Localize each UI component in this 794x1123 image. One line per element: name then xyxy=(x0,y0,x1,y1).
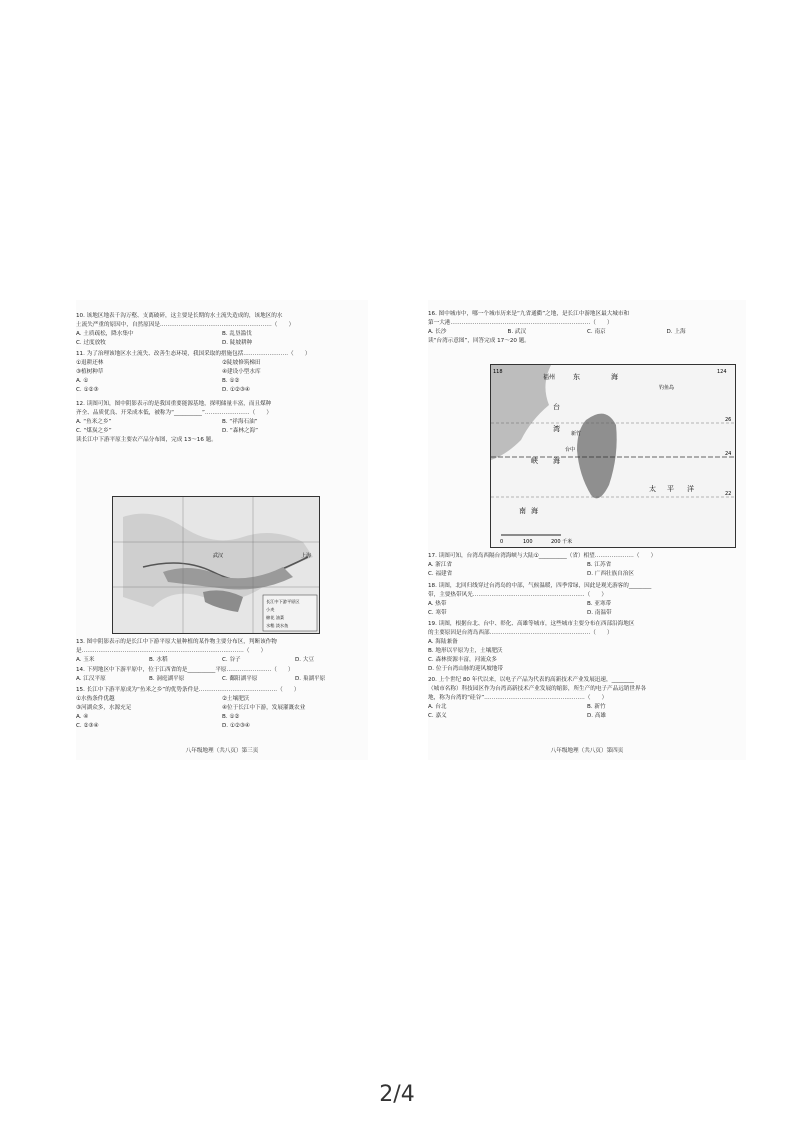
scale-200: 200 千米 xyxy=(551,539,573,545)
q17-option-c[interactable]: C. 福建省 xyxy=(428,571,453,577)
right-page xyxy=(428,300,746,760)
q19-stem-line2: 的主要原因是台湾岛西部………………………………………………（ ） xyxy=(428,630,613,636)
strait-label-hai: 海 xyxy=(553,457,560,465)
legend-item-4: 水稻 淡水鱼 xyxy=(266,623,289,628)
lon-label-124: 124 xyxy=(717,369,727,375)
q13-option-d[interactable]: D. 大豆 xyxy=(295,657,315,663)
question-15 xyxy=(76,686,368,731)
q20-stem-line2: （城市名称）科技园区作为台湾高新技术产业发展的缩影，所生产的电子产品远销世界各 xyxy=(428,686,647,692)
q19-option-d[interactable]: D. 位于台湾山脉的迎风坡地带 xyxy=(428,666,503,672)
q11-option-a[interactable]: A. ① xyxy=(76,378,89,384)
q11-item-2: ②陡坡修筑梯田 xyxy=(222,360,261,366)
q15-item-1: ①水热条件优越 xyxy=(76,696,115,702)
q10-option-d[interactable]: D. 陡坡耕种 xyxy=(222,340,253,346)
q16-option-d[interactable]: D. 上海 xyxy=(666,329,686,335)
q15-item-3: ③河湖众多，水源充足 xyxy=(76,705,132,711)
q20-stem-line3: 地，称为台湾的“硅谷”………………………………………………（ ） xyxy=(428,695,608,701)
q16-option-c[interactable]: C. 南京 xyxy=(587,329,606,335)
lon-label-118: 118 xyxy=(493,369,503,375)
q11-option-d[interactable]: D. ①②③④ xyxy=(222,387,250,393)
q10-stem-line1: 10. 该地区地表千沟万壑、支离破碎，这主要是长期的水土流失造成的，该地区的水 xyxy=(76,313,283,319)
q18-option-d[interactable]: D. 南温带 xyxy=(587,610,612,616)
question-14 xyxy=(76,666,368,684)
q12-option-c[interactable]: C. “煤炭之乡” xyxy=(76,428,112,434)
page-indicator: 2/4 xyxy=(379,1082,415,1107)
question-12 xyxy=(76,400,368,445)
q17-option-b[interactable]: B. 江苏省 xyxy=(587,562,612,568)
q12-stem-line1: 12. 读图可知，图中阴影表示的是我国重要能源基地，探明储量丰富，而且煤种 xyxy=(76,401,272,407)
legend-item-1: 长江中下游平原区 xyxy=(266,599,300,604)
q10-stem-line2: 土流失严重的原因中，自然原因是……………………………………………………（ ） xyxy=(76,322,295,328)
q11-item-4: ④建设小型水库 xyxy=(222,369,261,375)
legend-item-2: 小麦 xyxy=(266,607,275,612)
q18-stem-line2: 带，主要热带风光……………………………………………………（ ） xyxy=(428,592,608,598)
q20-option-a[interactable]: A. 台北 xyxy=(428,704,447,710)
q11-option-c[interactable]: C. ①②③ xyxy=(76,387,99,393)
q20-option-d[interactable]: D. 高雄 xyxy=(587,713,607,719)
right-page-footer: 八年级地理（共八页）第四页 xyxy=(550,748,624,754)
island-diaoyu: 钓鱼岛 xyxy=(659,385,675,391)
q13-stem-line1: 13. 图中阴影表示的是长江中下游平原大量种植的某作物主要分布区，判断该作物 xyxy=(76,639,277,645)
q20-option-c[interactable]: C. 嘉义 xyxy=(428,713,447,719)
sea-label-dong: 东 xyxy=(573,373,580,381)
lat-label-22: 22 xyxy=(725,491,732,497)
q18-option-b[interactable]: B. 亚寒带 xyxy=(587,601,612,607)
city-taichung: 台中 xyxy=(565,447,576,453)
q15-stem: 15. 长江中下游平原成为“鱼米之乡”的优势条件是……………………………………（ ） xyxy=(76,687,300,693)
city-hsinchu: 新竹 xyxy=(571,431,582,437)
question-18 xyxy=(428,582,746,618)
strait-label-wan: 湾 xyxy=(553,425,560,433)
city-shanghai: 上海 xyxy=(301,553,312,559)
yangtze-map-svg xyxy=(113,497,319,633)
q19-stem-line1: 19. 读图，根据台北、台中、彰化、高雄等城市，这些城市主要分布在西部沿海地区 xyxy=(428,621,635,627)
lat-label-24: 24 xyxy=(725,451,732,457)
q12-option-b[interactable]: B. “祥海石油” xyxy=(222,419,258,425)
q10-option-c[interactable]: C. 过度放牧 xyxy=(76,340,106,346)
q14-stem: 14. 下列地区中下游平原中，位于江西省的是__________平原……………………（ ） xyxy=(76,667,294,673)
q16-stem-line1: 16. 图中城市中，哪一个城市历来是“九省通衢”之地，是长江中游地区最大城市和 xyxy=(428,311,630,317)
map-intro-13-16: 读长江中下游平原主要农产品分布图，完成 13～16 题。 xyxy=(76,437,217,443)
question-17 xyxy=(428,552,746,579)
question-19 xyxy=(428,620,746,674)
taiwan-map xyxy=(490,364,736,548)
strait-label-tai: 台 xyxy=(553,403,560,411)
q15-item-4: ④位于长江中下游，发展灌溉农业 xyxy=(222,705,306,711)
q11-item-1: ①退耕还林 xyxy=(76,360,104,366)
question-10 xyxy=(76,312,368,348)
south-sea-hai: 海 xyxy=(531,507,538,515)
q16-option-b[interactable]: B. 武汉 xyxy=(507,329,527,335)
strait-label-xia: 峡 xyxy=(531,457,538,465)
q13-option-c[interactable]: C. 谷子 xyxy=(222,657,241,663)
q14-option-b[interactable]: B. 洞庭湖平原 xyxy=(149,676,185,682)
ocean-label-ping: 平 xyxy=(667,485,674,493)
scale-0: 0 xyxy=(500,539,504,545)
q18-option-a[interactable]: A. 热带 xyxy=(428,601,447,607)
city-wuhan: 武汉 xyxy=(213,553,224,559)
q12-option-a[interactable]: A. “鱼米之乡” xyxy=(76,419,112,425)
q10-option-b[interactable]: B. 乱垦滥伐 xyxy=(222,331,252,337)
q10-option-a[interactable]: A. 土质疏松，降水集中 xyxy=(76,331,134,337)
question-11 xyxy=(76,350,368,395)
q11-option-b[interactable]: B. ①② xyxy=(222,378,240,384)
map-intro-17-20: 读“台湾示意图”，回答完成 17～20 题。 xyxy=(428,338,530,344)
q13-option-a[interactable]: A. 玉米 xyxy=(76,657,95,663)
legend-item-3: 棉花 油菜 xyxy=(266,615,285,620)
q13-stem-line2: 是……………………………………………………………………………（ ） xyxy=(76,648,267,654)
q14-option-d[interactable]: D. 巢湖平原 xyxy=(295,676,326,682)
sea-label-hai: 海 xyxy=(611,373,618,381)
q14-option-c[interactable]: C. 鄱阳湖平原 xyxy=(222,676,258,682)
q15-item-2: ②土壤肥沃 xyxy=(222,696,250,702)
q15-option-d[interactable]: D. ①②③④ xyxy=(222,723,250,729)
q12-stem-line2: 齐全、品质优良、开采成本低，被称为“__________”……………………（ ） xyxy=(76,410,272,416)
left-page xyxy=(76,300,368,760)
q16-stem-line2: 第一大港…………………………………………………………………（ ） xyxy=(428,320,613,326)
ocean-label-yang: 洋 xyxy=(687,485,694,493)
q18-stem-line1: 18. 读图，北回归线穿过台湾岛的中部，气候温暖，四季常绿，因此是观光游客的________ xyxy=(428,583,652,589)
q19-option-c[interactable]: C. 森林资源丰富，河流众多 xyxy=(428,657,497,663)
question-13 xyxy=(76,638,368,665)
q17-option-a[interactable]: A. 浙江省 xyxy=(428,562,453,568)
q14-option-a[interactable]: A. 江汉平原 xyxy=(76,676,106,682)
q17-stem: 17. 读图可知，台湾岛西隔台湾海峡与大陆①__________（省）相望…………………（ ） xyxy=(428,553,657,559)
lat-label-26: 26 xyxy=(725,417,732,423)
q19-option-b[interactable]: B. 地形以平原为主，土壤肥沃 xyxy=(428,648,503,654)
q11-item-3: ③植树种草 xyxy=(76,369,104,375)
city-fuzhou: 福州 xyxy=(543,374,556,381)
q17-option-d[interactable]: D. 广西壮族自治区 xyxy=(587,571,635,577)
question-16 xyxy=(428,310,746,346)
q16-option-a[interactable]: A. 长沙 xyxy=(428,329,447,335)
q11-stem: 11. 为了治理该地区水土流失、改善生态环境，我国采取的措施包括……………………（ ） xyxy=(76,351,311,357)
q19-option-a[interactable]: A. 海陆兼备 xyxy=(428,639,458,645)
question-20 xyxy=(428,676,746,721)
q15-option-b[interactable]: B. ①② xyxy=(222,714,240,720)
q20-option-b[interactable]: B. 新竹 xyxy=(587,704,606,710)
q15-option-c[interactable]: C. ②③④ xyxy=(76,723,99,729)
scale-100: 100 xyxy=(523,539,533,545)
q13-option-b[interactable]: B. 水稻 xyxy=(149,657,168,663)
south-sea-nan: 南 xyxy=(519,507,526,515)
ocean-label-tai: 太 xyxy=(649,485,656,493)
taiwan-map-svg xyxy=(491,365,735,547)
q20-stem-line1: 20. 上个世纪 80 年代以来，以电子产品为代表的高新技术产业发展迅速，________ xyxy=(428,677,634,683)
q18-option-c[interactable]: C. 寒带 xyxy=(428,610,447,616)
left-page-footer: 八年级地理（共八页）第三页 xyxy=(185,748,259,754)
q15-option-a[interactable]: A. ④ xyxy=(76,714,89,720)
yangtze-plain-map xyxy=(112,496,320,634)
q12-option-d[interactable]: D. “森林之海” xyxy=(222,428,259,434)
